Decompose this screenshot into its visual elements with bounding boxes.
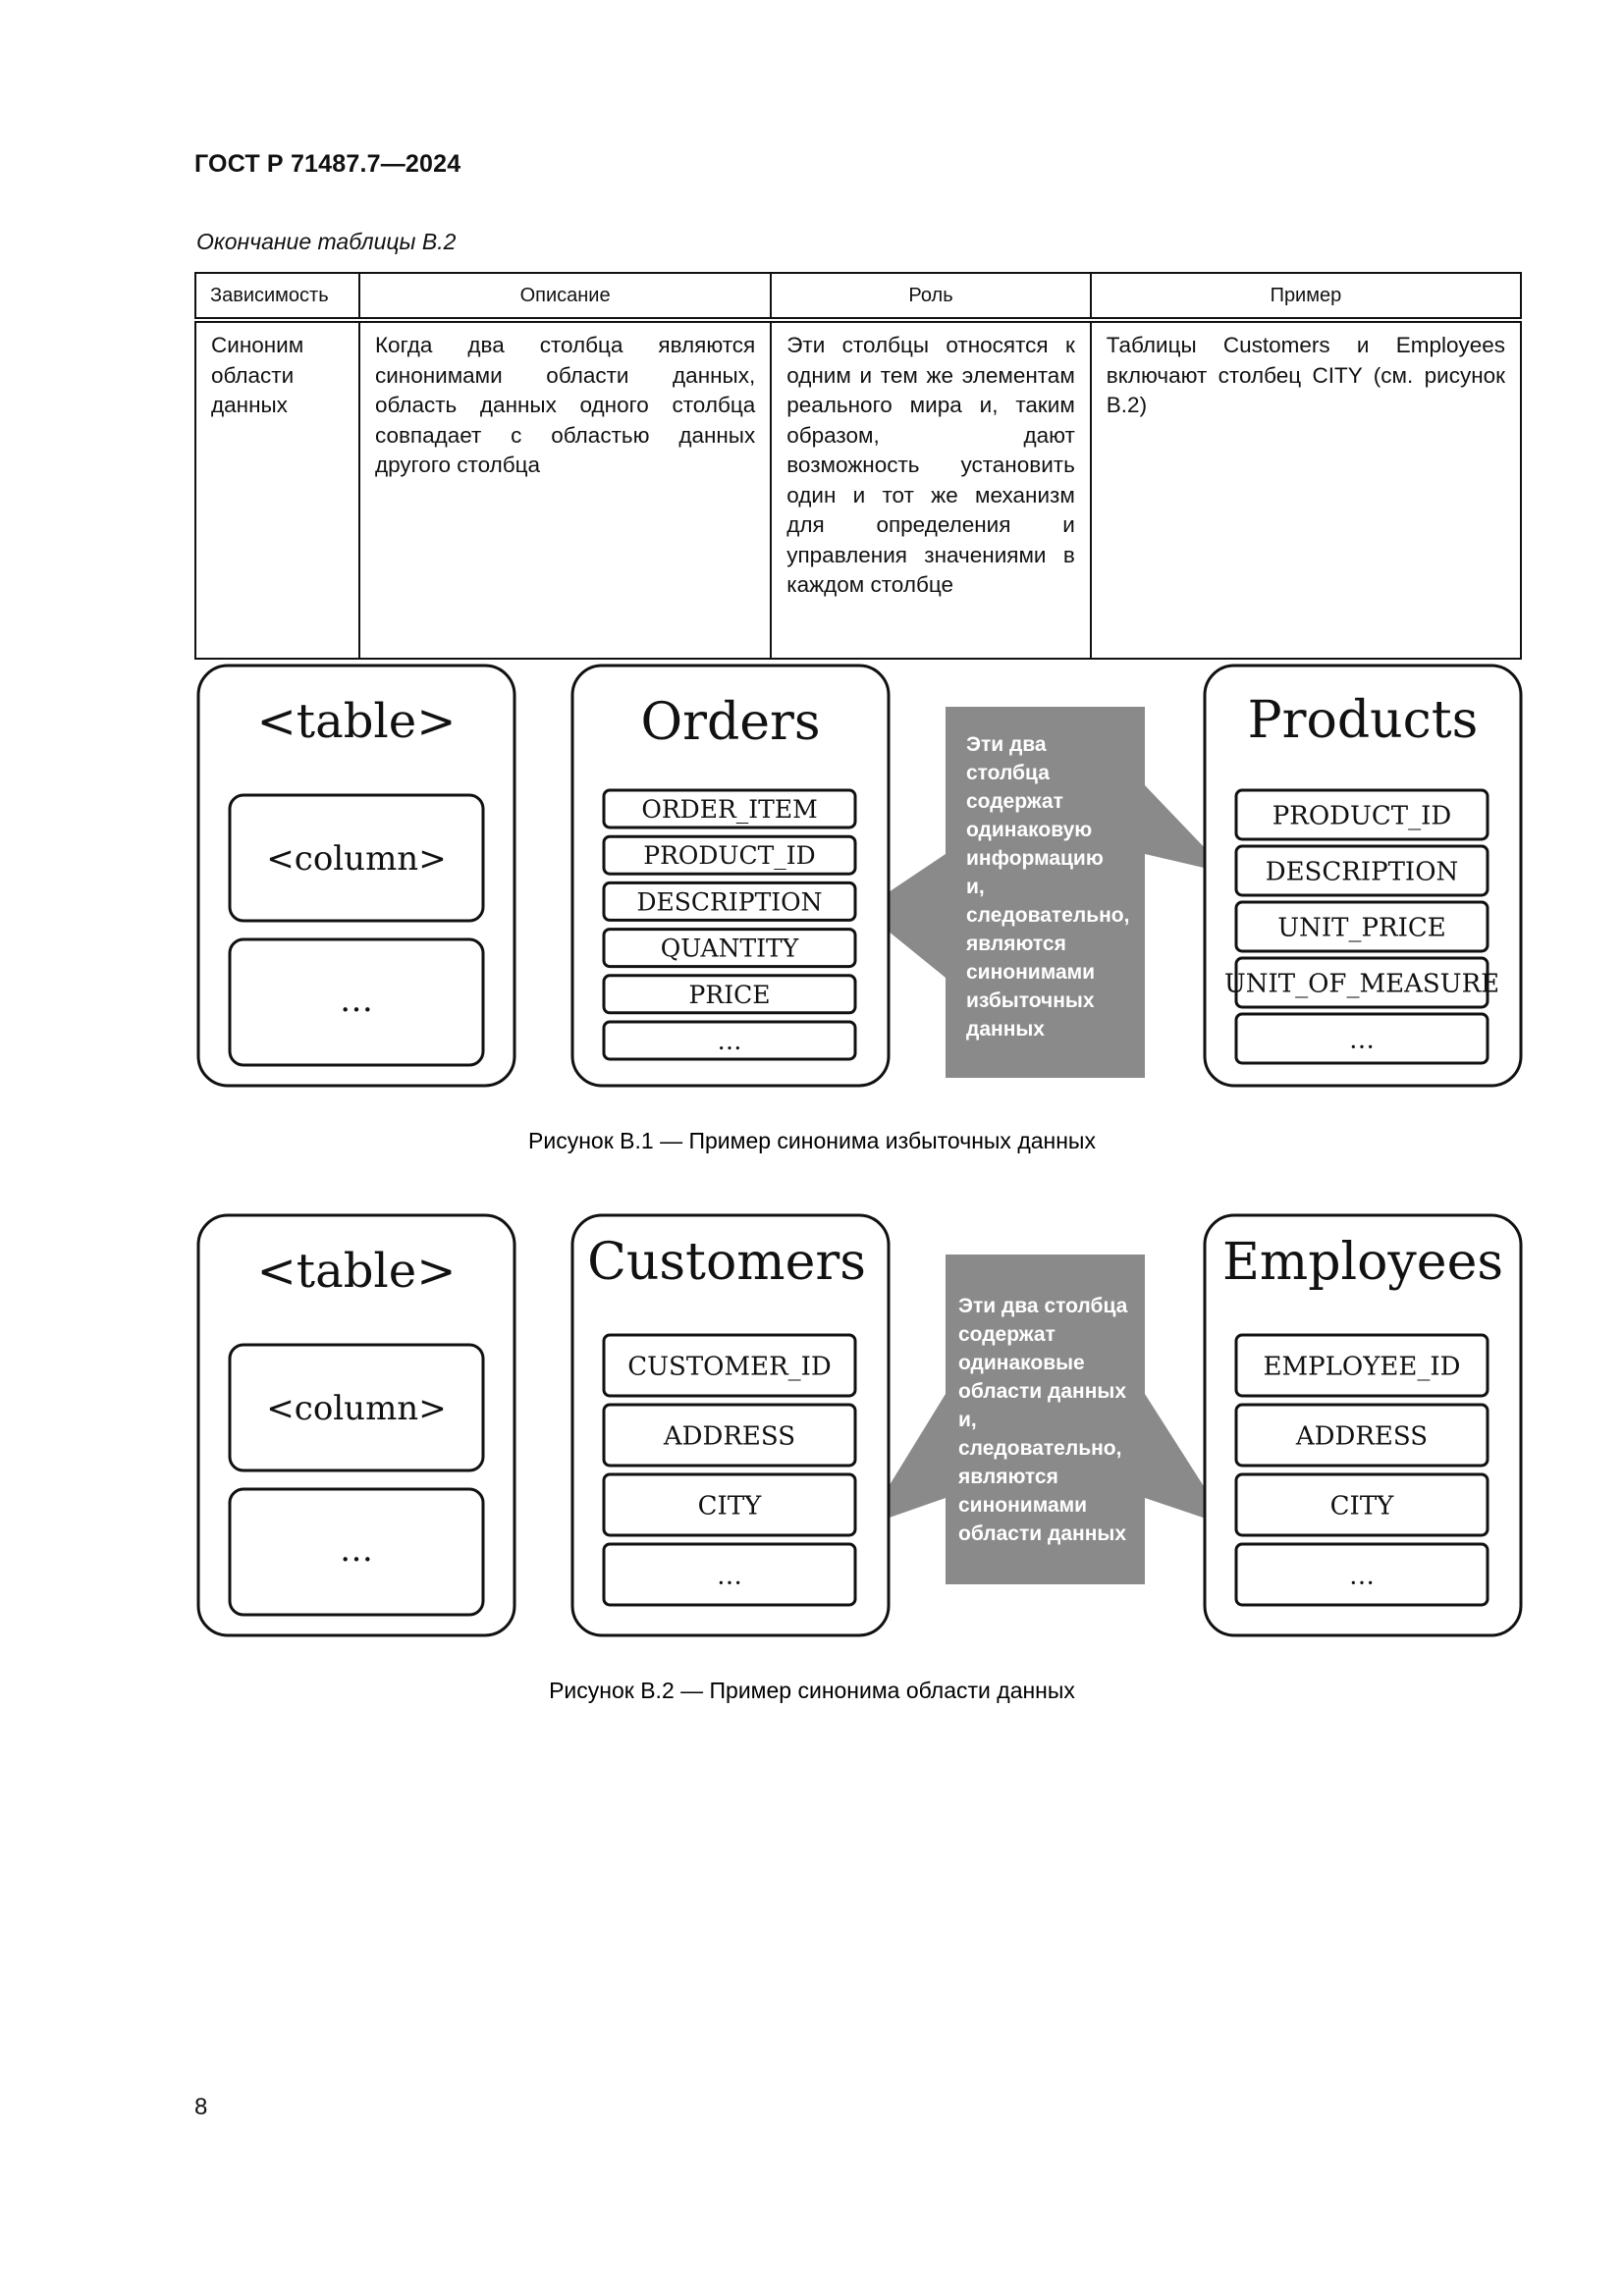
callout-note bbox=[864, 1255, 1229, 1584]
figure-b2-caption: Рисунок В.2 — Пример синонима области данных bbox=[549, 1678, 1075, 1703]
employees-column-label: CITY bbox=[1329, 1491, 1394, 1522]
figure-b1-caption: Рисунок В.1 — Пример синонима избыточных данных bbox=[528, 1128, 1096, 1153]
employees-table-card bbox=[1205, 1215, 1521, 1635]
table-caption: Окончание таблицы В.2 bbox=[196, 229, 457, 254]
customers-column-label: … bbox=[717, 1561, 742, 1591]
dependency-table bbox=[194, 272, 1522, 660]
header-dependency: Зависимость bbox=[195, 273, 359, 320]
customers-column-label: CUSTOMER_ID bbox=[627, 1352, 832, 1382]
products-title: Products bbox=[1247, 691, 1479, 750]
legend-card bbox=[198, 666, 514, 1086]
orders-column-label: ORDER_ITEM bbox=[641, 795, 818, 824]
header-role: Роль bbox=[771, 273, 1091, 320]
customers-title: Customers bbox=[587, 1233, 866, 1292]
cell-example: Таблицы Customers и Employees включают столбец CITY (см. рисунок В.2) bbox=[1091, 320, 1521, 659]
products-column-label: PRODUCT_ID bbox=[1272, 801, 1452, 831]
figure-b1 bbox=[0, 648, 1624, 1168]
orders-column-label: PRICE bbox=[688, 980, 771, 1009]
products-column-label: DESCRIPTION bbox=[1265, 857, 1459, 887]
callout-note bbox=[862, 707, 1229, 1078]
products-columns bbox=[1224, 790, 1499, 1063]
customers-table-card bbox=[572, 1215, 889, 1635]
employees-column-label: EMPLOYEE_ID bbox=[1263, 1352, 1461, 1382]
products-column-label: UNIT_PRICE bbox=[1277, 913, 1446, 943]
products-table-card bbox=[1205, 666, 1521, 1086]
header-description: Описание bbox=[359, 273, 771, 320]
callout-text: Эти два столбца содержат одинаковую информацию и, следовательно, являются синонимами избыточных данных bbox=[966, 733, 1130, 1041]
legend-more: … bbox=[340, 1530, 373, 1570]
employees-title: Employees bbox=[1221, 1233, 1504, 1292]
legend-title: <table> bbox=[256, 694, 457, 749]
products-column-label: … bbox=[1349, 1025, 1375, 1055]
header-example: Пример bbox=[1091, 273, 1521, 320]
orders-title: Orders bbox=[640, 693, 821, 752]
cell-role: Эти столбцы относятся к одним и тем же элементам реального мира и, таким образом, дают возможность установить один и тот же механизм для определения и управления значениями в каждом столбце bbox=[771, 320, 1091, 659]
orders-column-label: … bbox=[717, 1027, 742, 1055]
table-header-row bbox=[195, 273, 1521, 320]
orders-column-label: QUANTITY bbox=[660, 934, 799, 963]
cell-dependency: Синоним области данных bbox=[195, 320, 359, 659]
standard-header: ГОСТ Р 71487.7—2024 bbox=[194, 150, 461, 178]
employees-column-label: ADDRESS bbox=[1295, 1421, 1429, 1452]
table-row bbox=[195, 320, 1521, 659]
legend-card bbox=[198, 1215, 514, 1635]
legend-more: … bbox=[340, 981, 373, 1020]
callout-text: Эти два столбца содержат одинаковые области данных и, следовательно, являются синонимами области данных bbox=[958, 1295, 1128, 1545]
products-column-label: UNIT_OF_MEASURE bbox=[1223, 969, 1500, 999]
employees-column-label: … bbox=[1349, 1561, 1375, 1591]
customers-column-label: CITY bbox=[697, 1491, 762, 1522]
page-number: 8 bbox=[194, 2094, 208, 2120]
legend-title: <table> bbox=[256, 1244, 457, 1299]
legend-column: <column> bbox=[266, 839, 447, 879]
cell-description: Когда два столбца являются синонимами области данных, область данных одного столбца совпадает с областью данных другого столбца bbox=[359, 320, 771, 659]
legend-column: <column> bbox=[266, 1389, 447, 1428]
orders-column-label: PRODUCT_ID bbox=[643, 841, 816, 871]
customers-column-label: ADDRESS bbox=[663, 1421, 796, 1452]
figure-b2 bbox=[0, 1198, 1624, 1718]
orders-table-card bbox=[572, 666, 889, 1086]
orders-column-label: DESCRIPTION bbox=[636, 887, 823, 917]
